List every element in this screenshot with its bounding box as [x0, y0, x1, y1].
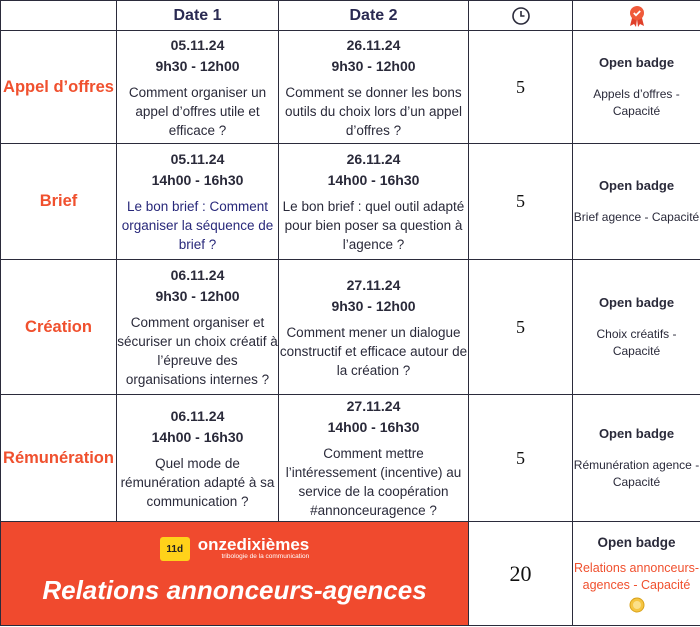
session-question: Comment mener un dialogue constructif et efficace autour de la création ?: [279, 324, 468, 378]
session-time: 14h00 - 16h30: [151, 172, 244, 188]
session-question: Comment organiser et sécuriser un choix créatif à l’épreuve des organisations internes ?: [117, 315, 278, 387]
session-date: 26.11.24: [346, 36, 401, 53]
badge-subtitle: Relations annonceurs-agences - Capacité: [573, 560, 700, 592]
header-clock: [469, 1, 573, 31]
session-question: Le bon brief : quel outil adapté pour bien poser sa question à l’agence ?: [282, 199, 465, 252]
badge-cell: [573, 522, 700, 626]
date1-cell: [117, 260, 279, 395]
logo-name: onzedixièmes: [197, 535, 310, 554]
award-badge-icon: [627, 5, 647, 27]
hours-value: 5: [469, 260, 573, 395]
date2-cell: [279, 260, 469, 395]
session-date: 26.11.24: [346, 151, 401, 167]
topic-label: Rémunération: [1, 395, 117, 522]
date1-cell: [117, 144, 279, 260]
row-brief: [1, 144, 700, 260]
session-question: Comment mettre l’intéressement (incentive) au service de la coopération #annonceuragence ?: [285, 446, 462, 518]
header-date2: Date 2: [279, 1, 469, 31]
date2-cell: [279, 144, 469, 260]
badge-title: Open badge: [597, 534, 676, 550]
badge-subtitle: Rémunération agence - Capacité: [573, 457, 700, 489]
header-empty: [1, 1, 117, 31]
program-title: Relations annonceurs-agences: [42, 575, 427, 605]
session-question: Le bon brief : Comment organiser la séquence de brief ?: [121, 199, 274, 252]
date2-cell: [279, 395, 469, 522]
date1-cell: [117, 395, 279, 522]
logo-tagline: tribologie de la communication: [221, 553, 310, 560]
session-date: 27.11.24: [346, 398, 401, 414]
hours-value: 5: [469, 31, 573, 144]
badge-title: Open badge: [598, 294, 675, 310]
session-date: 06.11.24: [170, 407, 225, 424]
topic-label: Appel d’offres: [1, 31, 117, 144]
session-time: 14h00 - 16h30: [151, 428, 244, 445]
header-row: [1, 1, 700, 31]
row-creation: [1, 260, 700, 395]
topic-label: Création: [1, 260, 117, 395]
badge-cell: [573, 395, 700, 522]
header-badge: [573, 1, 700, 31]
badge-subtitle: Choix créatifs - Capacité: [596, 326, 677, 358]
session-date: 06.11.24: [170, 267, 225, 283]
topic-label: Brief: [1, 144, 117, 260]
session-time: 9h30 - 12h00: [155, 288, 240, 304]
badge-cell: [573, 31, 700, 144]
session-time: 14h00 - 16h30: [327, 419, 420, 435]
header-date1: Date 1: [117, 1, 279, 31]
badge-cell: [573, 260, 700, 395]
footer-row: [1, 522, 700, 626]
row-remuneration: [1, 395, 700, 522]
clock-icon: [511, 6, 531, 26]
session-time: 9h30 - 12h00: [155, 57, 240, 74]
row-appel-offres: [1, 31, 700, 144]
session-time: 9h30 - 12h00: [331, 297, 416, 314]
session-question: Comment se donner les bons outils du choix lors d’un appel d’offres ?: [284, 84, 463, 138]
session-time: 9h30 - 12h00: [331, 57, 416, 74]
total-hours: 20: [469, 522, 573, 626]
hours-value: 5: [469, 144, 573, 260]
badge-cell: [573, 144, 700, 260]
session-question: Comment organiser un appel d’offres utile et efficace ?: [128, 84, 267, 138]
logo-mark-icon: 11d: [160, 537, 190, 561]
badge-subtitle: Appels d’offres - Capacité: [593, 86, 680, 118]
session-time: 14h00 - 16h30: [327, 172, 420, 188]
badge-title: Open badge: [598, 425, 675, 441]
program-banner: [1, 522, 469, 626]
badge-subtitle: Brief agence - Capacité: [573, 209, 700, 224]
session-date: 05.11.24: [170, 151, 225, 167]
session-date: 27.11.24: [346, 276, 401, 293]
session-question: Quel mode de rémunération adapté à sa communication ?: [120, 455, 275, 509]
session-date: 05.11.24: [170, 36, 225, 53]
date2-cell: [279, 31, 469, 144]
badge-title: Open badge: [598, 177, 675, 193]
badge-title: Open badge: [598, 54, 675, 70]
date1-cell: [117, 31, 279, 144]
brand-logo: [1, 537, 468, 561]
medal-icon: [629, 597, 645, 613]
hours-value: 5: [469, 395, 573, 522]
